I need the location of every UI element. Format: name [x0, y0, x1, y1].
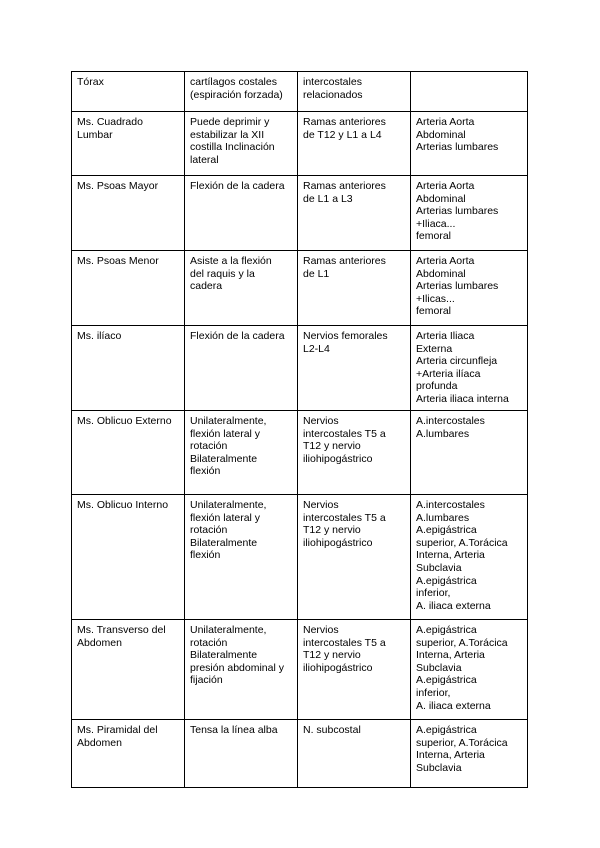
cell-text-line: fijación	[190, 674, 223, 687]
cell-text-line: A. iliaca externa	[416, 699, 491, 712]
cell-text-line: +Iliaca...	[416, 217, 456, 230]
muscle-cell	[72, 620, 185, 720]
table-row	[72, 251, 528, 326]
cell-text-line: rotación	[190, 636, 228, 649]
cell-text-line: T12 y nervio	[303, 524, 361, 537]
cell-text-line: Unilateralmente,	[190, 624, 267, 636]
cell-text-line: Ramas anteriores	[303, 180, 386, 192]
muscle-cell	[72, 326, 185, 411]
cell-text-line: de L1 a L3	[303, 192, 353, 205]
cell-text-line: Arteria circunfleja	[416, 355, 498, 368]
action-cell	[185, 620, 298, 720]
cell-text-line: Arterias lumbares	[416, 141, 499, 154]
table-row	[72, 112, 528, 176]
cell-text-line: Interna, Arteria	[416, 549, 485, 562]
cell-text-line: costilla Inclinación	[190, 141, 275, 154]
muscle-cell	[72, 112, 185, 176]
cell-text-line: flexión lateral y	[190, 511, 261, 524]
cell-text-line: profunda	[416, 380, 458, 393]
action-cell	[185, 72, 298, 112]
muscle-cell	[72, 251, 185, 326]
action-cell	[185, 720, 298, 788]
cell-text-line: A.epigástrica	[416, 574, 477, 587]
cell-text-line: +Ilicas...	[416, 292, 455, 305]
muscle-cell	[72, 411, 185, 495]
cell-text-line: Nervios femorales	[303, 330, 388, 342]
cell-text-line: Tórax	[77, 76, 104, 88]
cell-text-line: iliohipogástrico	[303, 452, 373, 465]
cell-text-line: inferior,	[416, 587, 451, 600]
cell-text-line: Abdominal	[416, 192, 466, 205]
innervation-cell	[298, 112, 411, 176]
muscle-cell	[72, 495, 185, 620]
cell-text-line: Lumbar	[77, 128, 113, 141]
cell-text-line: Subclavia	[416, 761, 462, 774]
table-row	[72, 176, 528, 251]
cell-text-line: cartílagos costales	[190, 76, 277, 88]
cell-text-line: iliohipogástrico	[303, 661, 373, 674]
table-row	[72, 720, 528, 788]
cell-text-line: A. iliaca externa	[416, 599, 491, 612]
cell-text-line: Asiste a la flexión	[190, 255, 272, 267]
cell-text-line: Abdominal	[416, 267, 466, 280]
cell-text-line: flexión	[190, 549, 221, 562]
cell-text-line: flexión lateral y	[190, 427, 261, 440]
cell-text-line: Flexión de la cadera	[190, 330, 285, 342]
cell-text-line: Arteria iliaca interna	[416, 392, 509, 405]
cell-text-line: Ms. Psoas Menor	[77, 255, 159, 267]
action-cell	[185, 112, 298, 176]
irrigation-cell	[411, 251, 528, 326]
cell-text-line: Ms. Cuadrado	[77, 116, 143, 128]
cell-text-line: intercostales	[303, 76, 362, 88]
cell-text-line: Arteria Aorta	[416, 255, 475, 267]
cell-text-line: A.intercostales	[416, 499, 485, 511]
cell-text-line: Externa	[416, 342, 453, 355]
cell-text-line: Ms. ilíaco	[77, 330, 122, 342]
cell-text-line: lateral	[190, 153, 219, 166]
cell-text-line: Arterias lumbares	[416, 205, 499, 218]
cell-text-line: Unilateralmente,	[190, 499, 267, 511]
irrigation-cell	[411, 411, 528, 495]
cell-text-line: Abdomen	[77, 636, 122, 649]
cell-text-line: T12 y nervio	[303, 440, 361, 453]
action-cell	[185, 326, 298, 411]
cell-text-line: intercostales T5 a	[303, 636, 386, 649]
cell-text-line: estabilizar la XII	[190, 128, 265, 141]
cell-text-line: Subclavia	[416, 661, 462, 674]
cell-text-line: inferior,	[416, 686, 451, 699]
cell-text-line: cadera	[190, 280, 223, 293]
table-row	[72, 620, 528, 720]
cell-text-line: N. subcostal	[303, 724, 361, 736]
cell-text-line: Bilateralmente	[190, 649, 258, 662]
cell-text-line: Bilateralmente	[190, 452, 258, 465]
cell-text-line: Ms. Psoas Mayor	[77, 180, 159, 192]
innervation-cell	[298, 251, 411, 326]
cell-text-line: T12 y nervio	[303, 649, 361, 662]
cell-text-line: A.epigástrica	[416, 524, 477, 537]
cell-text-line: intercostales T5 a	[303, 427, 386, 440]
cell-text-line: Ms. Oblicuo Interno	[77, 499, 169, 511]
cell-text-line: de T12 y L1 a L4	[303, 128, 382, 141]
cell-text-line: Nervios	[303, 499, 339, 511]
cell-text-line: Ramas anteriores	[303, 116, 386, 128]
cell-text-line: A.epigástrica	[416, 674, 477, 687]
innervation-cell	[298, 176, 411, 251]
table-row	[72, 326, 528, 411]
cell-text-line: Ramas anteriores	[303, 255, 386, 267]
action-cell	[185, 251, 298, 326]
cell-text-line: Ms. Transverso del	[77, 624, 166, 636]
muscle-cell	[72, 176, 185, 251]
cell-text-line: superior, A.Torácica	[416, 536, 508, 549]
cell-text-line: Interna, Arteria	[416, 649, 485, 662]
irrigation-cell	[411, 326, 528, 411]
innervation-cell	[298, 495, 411, 620]
cell-text-line: intercostales T5 a	[303, 511, 386, 524]
cell-text-line: L2-L4	[303, 342, 330, 355]
cell-text-line: Ms. Oblicuo Externo	[77, 415, 172, 427]
cell-text-line: Arteria Aorta	[416, 116, 475, 128]
innervation-cell	[298, 411, 411, 495]
muscle-table	[71, 71, 528, 788]
cell-text-line: Abdominal	[416, 128, 466, 141]
cell-text-line: superior, A.Torácica	[416, 736, 508, 749]
cell-text-line: Unilateralmente,	[190, 415, 267, 427]
cell-text-line: Abdomen	[77, 736, 122, 749]
cell-text-line: Arteria Iliaca	[416, 330, 475, 342]
cell-text-line: Nervios	[303, 415, 339, 427]
action-cell	[185, 176, 298, 251]
irrigation-cell	[411, 112, 528, 176]
cell-text-line: +Arteria ilíaca	[416, 367, 481, 380]
innervation-cell	[298, 326, 411, 411]
cell-text-line: femoral	[416, 305, 452, 318]
cell-text-line: (espiración forzada)	[190, 88, 283, 101]
cell-text-line: A.epigástrica	[416, 624, 477, 636]
cell-text-line: A.intercostales	[416, 415, 485, 427]
cell-text-line: rotación	[190, 440, 228, 453]
cell-text-line: iliohipogástrico	[303, 536, 373, 549]
table-row	[72, 411, 528, 495]
action-cell	[185, 411, 298, 495]
cell-text-line: relacionados	[303, 88, 363, 101]
cell-text-line: femoral	[416, 230, 452, 243]
muscle-table-body	[72, 72, 528, 788]
cell-text-line: Bilateralmente	[190, 536, 258, 549]
innervation-cell	[298, 720, 411, 788]
muscle-cell	[72, 72, 185, 112]
action-cell	[185, 495, 298, 620]
cell-text-line: flexión	[190, 465, 221, 478]
cell-text-line: presión abdominal y	[190, 661, 284, 674]
cell-text-line: Ms. Piramidal del	[77, 724, 158, 736]
cell-text-line: A.lumbares	[416, 511, 470, 524]
cell-text-line: Interna, Arteria	[416, 749, 485, 762]
innervation-cell	[298, 620, 411, 720]
cell-text-line: Tensa la línea alba	[190, 724, 278, 736]
muscle-cell	[72, 720, 185, 788]
cell-text-line: de L1	[303, 267, 330, 280]
irrigation-cell	[411, 72, 528, 112]
innervation-cell	[298, 72, 411, 112]
table-row	[72, 495, 528, 620]
cell-text-line: Arteria Aorta	[416, 180, 475, 192]
irrigation-cell	[411, 176, 528, 251]
cell-text-line: superior, A.Torácica	[416, 636, 508, 649]
table-row	[72, 72, 528, 112]
irrigation-cell	[411, 620, 528, 720]
cell-text-line: Puede deprimir y	[190, 116, 270, 128]
irrigation-cell	[411, 720, 528, 788]
irrigation-cell	[411, 495, 528, 620]
cell-text-line: A.lumbares	[416, 427, 470, 440]
cell-text-line: A.epigástrica	[416, 724, 477, 736]
cell-text-line: Subclavia	[416, 561, 462, 574]
cell-text-line: Nervios	[303, 624, 339, 636]
cell-text-line: del raquis y la	[190, 267, 255, 280]
cell-text-line: Flexión de la cadera	[190, 180, 285, 192]
cell-text-line: Arterias lumbares	[416, 280, 499, 293]
cell-text-line: rotación	[190, 524, 228, 537]
